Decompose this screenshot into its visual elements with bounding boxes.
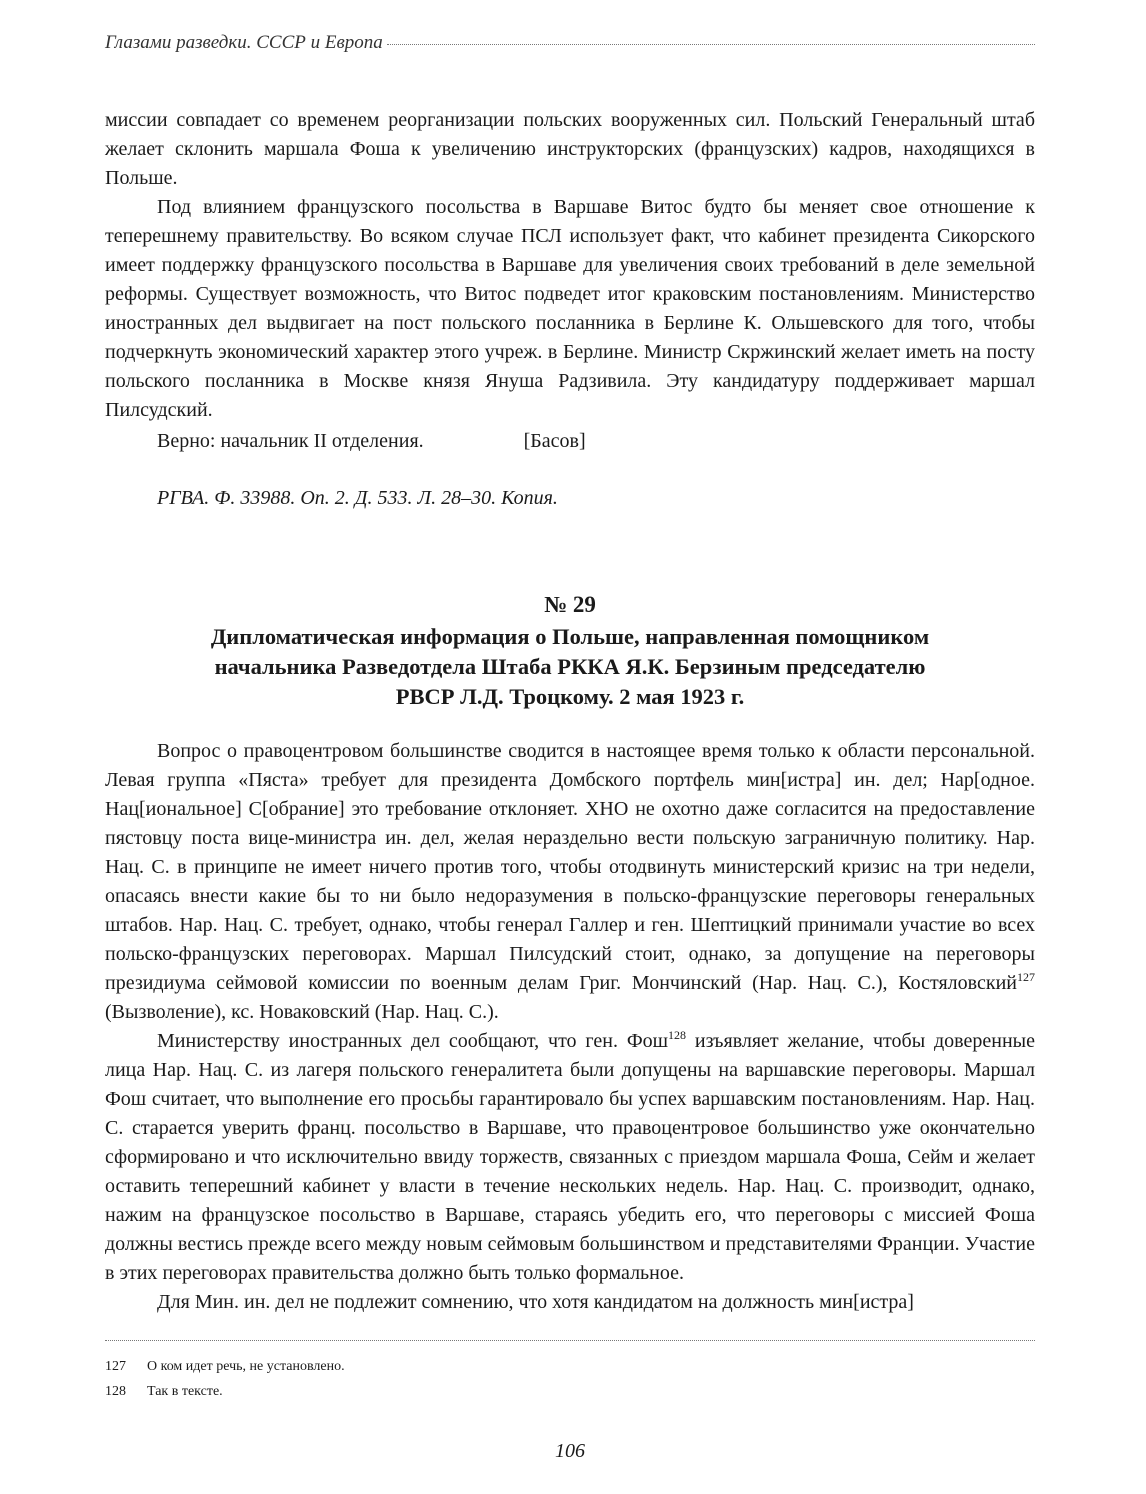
paragraph: Под влиянием французского посольства в Варшаве Витос будто бы меняет свое отношение к теперешнему правительству. Во всяком случае ПСЛ использует факт, что кабинет президента Сикорского имеет поддержку французского посольства в Варшаве для увеличения своих требований в деле земельной реформы. Существует возможность, что Витос подведет итог краковским постановлениям. Министерство иностранных дел выдвигает на пост польского посланника в Берлине К. Ольшевского для того, чтобы подчеркнуть экономический характер этого учреж. в Берлине. Министр Скржинский желает иметь на посту польского посланника в Москве князя Януша Радзивила. Эту кандидатуру поддерживает маршал Пилсудский. [105,196,1035,421]
footnote-ref: 128 [668,1028,687,1042]
page-number: 106 [555,1440,585,1462]
book-page [105,0,1035,1494]
archive-reference: РГВА. Ф. 33988. Оп. 2. Д. 533. Л. 28–30. Копия. [157,487,558,509]
document-number: № 29 [544,592,596,617]
signature-name: [Басов] [523,430,586,452]
signature-label: Верно: начальник II отделения. [157,430,424,452]
footnote-text: Так в тексте. [147,1384,223,1399]
footnote-ref: 127 [1017,970,1035,984]
running-head-title: Глазами разведки. СССР и Европа [105,32,383,53]
paragraph-text: (Вызволение), кс. Новаковский (Нар. Нац. С.). [105,1001,499,1023]
footnote [105,1354,1035,1379]
footnote-number: 128 [105,1384,126,1399]
document-title-line: Дипломатическая информация о Польше, направленная помощником [210,624,930,649]
paragraph [105,737,1035,1027]
paragraph-text: Вопрос о правоцентровом большинстве сводится в настоящее время только к области персональной. Левая группа «Пяста» требует для президента Домбского портфель мин[истра] ин. дел; Нар[одное. Нац[иональное] С[обрание] это требование отклоняет. ХНО не охотно даже согласится на предоставление пястовцу поста вице-министра ин. дел, желая нераздельно вести польскую заграничную политику. Нар. Нац. С. в принципе не имеет ничего против того, чтобы отодвинуть министерский кризис на три недели, опасаясь внести какие бы то ни было недоразумения в польско-французские переговоры генеральных штабов. Нар. Нац. С. требует, однако, чтобы генерал Галлер и ген. Шептицкий принимали участие во всех польско-французских переговорах. Маршал Пилсудский стоит, однако, за допущение на переговоры президиума сеймовой комиссии по военным делам Григ. Мончинский (Нар. Нац. С.), Костяловский [105,740,1035,994]
footnotes [105,1354,1035,1404]
paragraph-text: Министерству иностранных дел сообщают, что ген. Фош [157,1030,669,1052]
footnote-divider [105,1340,1035,1341]
document-body [105,737,1035,1317]
running-head [105,32,1035,54]
signature-line [157,427,586,456]
continued-text [105,106,1035,425]
paragraph: миссии совпадает со временем реорганизации польских вооруженных сил. Польский Генеральный штаб желает склонить маршала Фоша к увеличению инструкторских (французских) кадров, находящихся в Польше. [105,109,1035,189]
footnote-number: 127 [105,1359,126,1374]
document-title-line: начальника Разведотдела Штаба РККА Я.К. Берзиным председателю [214,654,926,679]
paragraph-text: изъявляет желание, чтобы доверенные лица Нар. Нац. С. из лагеря польского генералитета были допущены на варшавские переговоры. Маршал Фош считает, что выполнение его просьбы гарантировало бы успех варшавским постановлениям. Нар. Нац. С. старается уверить франц. посольство в Варшаве, что правоцентровое большинство уже окончательно сформировано и что исключительно ввиду торжеств, связанных с приездом маршала Фоша, Сейм и желает оставить теперешний кабинет у власти в течение нескольких недель. Нар. Нац. С. производит, однако, нажим на французское посольство в Варшаве, стараясь убедить его, что переговоры с миссией Фоша должны вестись прежде всего между новым сеймовым большинством и представителями Франции. Участие в этих переговорах правительства должно быть только формальное. [105,1030,1035,1284]
running-head-rule [387,43,1035,45]
footnote-text: О ком идет речь, не установлено. [147,1359,345,1374]
paragraph: Для Мин. ин. дел не подлежит сомнению, что хотя кандидатом на должность мин[истра] [157,1291,914,1313]
document-title-line: РВСР Л.Д. Троцкому. 2 мая 1923 г. [395,684,745,709]
document-title [105,622,1035,712]
footnote [105,1379,1035,1404]
paragraph [105,1027,1035,1288]
